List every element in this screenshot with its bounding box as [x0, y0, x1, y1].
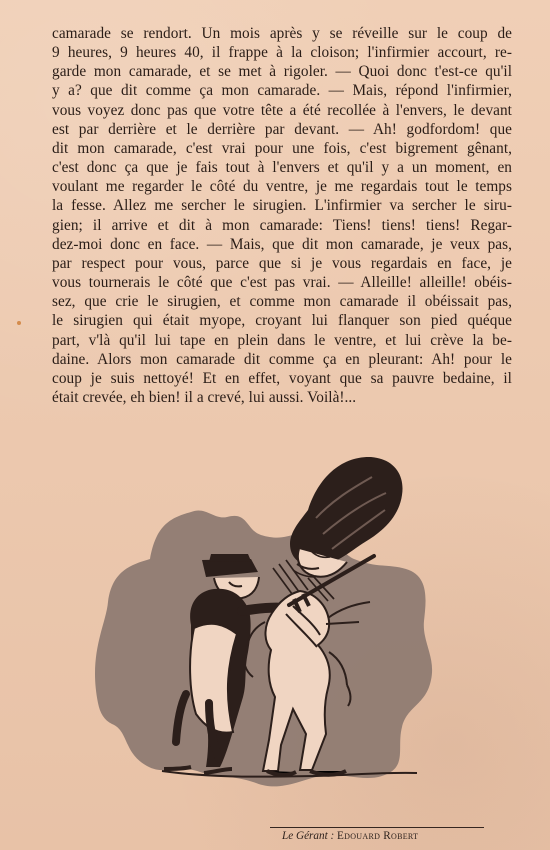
text-line: dit mon camarade, c'est vrai pour une fois, c'est bigrement gênant, — [52, 139, 512, 157]
text-line: gien; il arrive et dit à mon camarade: Tiens! tiens! tiens! Regar- — [52, 216, 512, 234]
text-line: vous tournerais le côté que c'est pas vrai. — Alleille! alleille! obéis- — [52, 274, 512, 292]
text-line: garde mon camarade, et se met à rigoler. — Quoi donc t'est-ce qu'il — [52, 63, 512, 81]
text-line: voulant me regarder le côté du ventre, je me regardais tout le temps — [52, 178, 512, 196]
text-line: camarade se rendort. Un mois après y se réveille sur le coup de — [52, 25, 512, 42]
manager-label: Le Gérant : — [282, 830, 335, 842]
text-line: par respect pour vous, parce que si je vous regardais en face, je — [52, 254, 512, 272]
text-line: daine. Alors mon camarade dit comme ça en pleurant: Ah! pour le — [52, 350, 512, 368]
text-line: dez-moi donc en face. — Mais, que dit mon camarade, je veux pas, — [52, 235, 512, 253]
paper-speck — [17, 321, 21, 325]
text-line: y a? que dit comme ça mon camarade. — Mais, répond l'infirmier, — [52, 82, 512, 100]
publisher-credit — [282, 830, 418, 843]
story-text-block — [52, 24, 512, 407]
text-line: la fesse. Allez me sercher le sirugien. L'infirmier va sercher le siru- — [52, 197, 512, 215]
text-line: vous voyez donc pas que votre tête a été recollée à l'envers, le devant — [52, 101, 512, 119]
manager-name: Edouard Robert — [337, 830, 419, 842]
text-line: part, v'là qu'il lui tape en plein dans le ventre, et lui crève la be- — [52, 331, 512, 349]
text-line: le sirugien qui était myope, croyant lui flanquer son pied quéque — [52, 312, 512, 330]
text-line: coup je suis nettoyé! Et en effet, voyant que sa pauvre bedaine, il — [52, 369, 512, 387]
text-line: c'est donc ça que je fais tout à l'envers et qu'il y a un moment, en — [52, 159, 512, 177]
text-line: 9 heures, 9 heures 40, il frappe à la cloison; l'infirmier accourt, re- — [52, 44, 512, 62]
cartoon-illustration — [88, 448, 462, 794]
text-line: est par derrière et le derrière par devant. — Ah! godfordom! que — [52, 120, 512, 138]
illustration-shadow-backdrop — [95, 510, 432, 786]
footer-rule — [270, 827, 484, 828]
text-line: était crevée, eh bien! il a crevé, lui aussi. Voilà!... — [52, 388, 357, 406]
text-line: sez, que crie le sirugien, et comme mon camarade il obéissait pas, — [52, 293, 512, 311]
